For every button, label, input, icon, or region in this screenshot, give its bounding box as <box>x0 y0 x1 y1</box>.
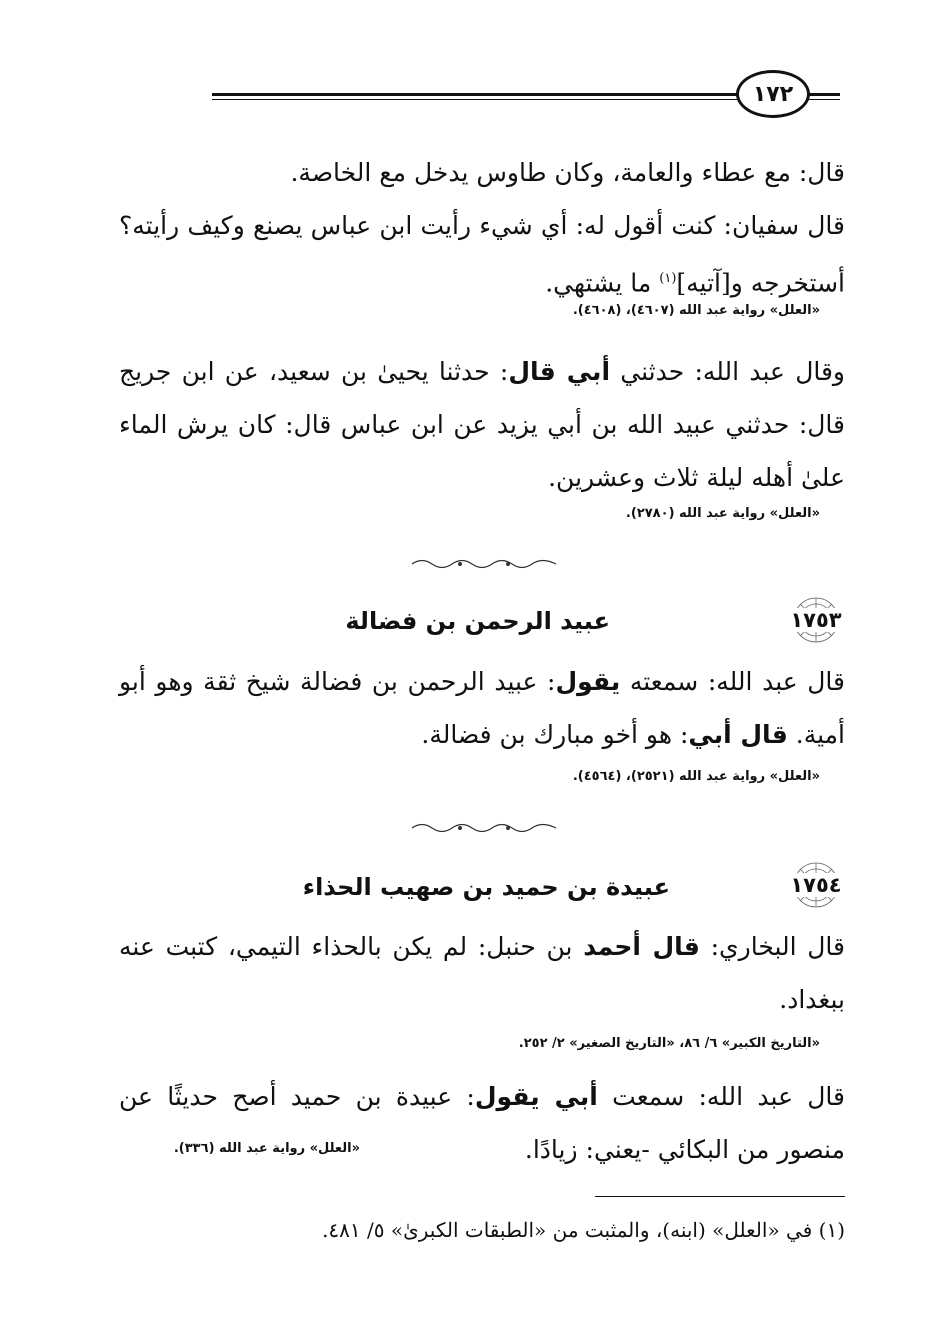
page-number: ١٧٢ <box>736 70 810 118</box>
entry-title: عبيد الرحمن بن فضالة <box>345 607 610 635</box>
citation: «العلل» رواية عبد الله (٢٧٨٠). <box>625 506 820 521</box>
ornament-divider <box>410 821 558 835</box>
header-rule-right-thin <box>804 99 840 100</box>
citation: «العلل» رواية عبد الله (٣٣٦). <box>173 1141 360 1156</box>
paragraph: قال البخاري: قال أحمد بن حنبل: لم يكن بالحذاء التيمي، كتبت عنه ببغداد. <box>119 932 846 1014</box>
citation: «العلل» رواية عبد الله (٢٥٢١)، (٤٥٦٤). <box>572 769 820 784</box>
entry-title: عبيدة بن حميد بن صهيب الحذاء <box>302 873 670 901</box>
footnote-rule <box>595 1196 845 1197</box>
citation: «العلل» رواية عبد الله (٤٦٠٧)، (٤٦٠٨). <box>572 303 820 318</box>
footnote-marker[interactable]: (١) <box>659 271 677 286</box>
paragraph: قال سفيان: كنت أقول له: أي شيء رأيت ابن عباس يصنع وكيف رأيته؟ أستخرجه و[آتيه]$^{(١)}$ ما يشتهي. <box>119 211 845 298</box>
citation: «التاريخ الكبير» ٦/ ٨٦، «التاريخ الصغير» ٢/ ٢٥٢. <box>518 1036 820 1051</box>
paragraph: قال: مع عطاء والعامة، وكان طاوس يدخل مع الخاصة. <box>290 158 845 187</box>
paragraph: وقال عبد الله: حدثني أبي قال: حدثنا يحيىٰ بن سعيد، عن ابن جريج قال: حدثني عبيد الله بن أبي يزيد عن ابن عباس قال: كان يرش الماء علىٰ أهله ليلة ثلاث وعشرين. <box>119 357 846 492</box>
entry-number: ١٧٥٤ <box>778 860 854 910</box>
paragraph: قال عبد الله: سمعت أبي يقول: عبيدة بن حميد أصح حديثًا عن منصور من البكائي -يعني: زيادًا. <box>119 1082 845 1164</box>
footnote: (١) في «العلل» (ابنه)، والمثبت من «الطبقات الكبرىٰ» ٥/ ٤٨١. <box>322 1218 845 1242</box>
ornament-divider <box>410 557 558 571</box>
entry-number: ١٧٥٣ <box>778 595 854 645</box>
paragraph: قال عبد الله: سمعته يقول: عبيد الرحمن بن فضالة شيخ ثقة وهو أبو أمية. قال أبي: هو أخو مبارك بن فضالة. <box>119 667 845 749</box>
